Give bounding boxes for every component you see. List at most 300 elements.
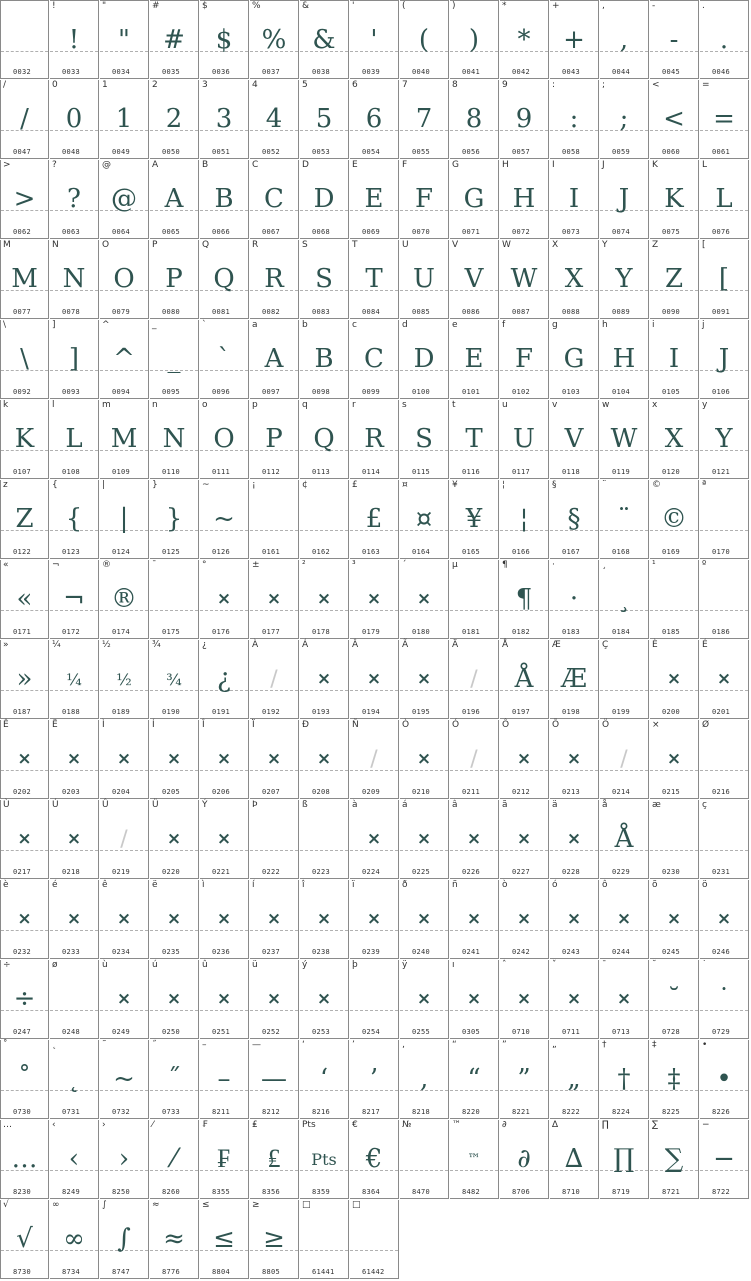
char-code: 0187 <box>13 708 32 716</box>
glyph-sample: ¶ <box>515 584 533 614</box>
glyph-sample: × <box>66 829 82 849</box>
glyph-sample: ≤ <box>213 1224 235 1254</box>
char-label: { <box>52 480 58 490</box>
char-label: ö <box>702 880 708 890</box>
glyph-sample <box>650 574 698 624</box>
glyph-sample: ’ <box>369 1064 379 1094</box>
glyph-cell <box>600 720 649 799</box>
glyph-cell <box>200 640 249 719</box>
glyph-sample: > <box>13 184 36 214</box>
char-label: ç <box>702 800 707 810</box>
glyph-sample: " <box>118 25 130 55</box>
glyph-sample: K <box>14 424 35 454</box>
char-label: Ã <box>402 640 409 650</box>
glyph-cell <box>200 880 249 959</box>
glyph-cell <box>300 320 349 399</box>
glyph-sample: } <box>165 504 183 534</box>
char-code: 0180 <box>412 628 431 636</box>
char-code: 0208 <box>312 788 331 796</box>
glyph-cell <box>600 320 649 399</box>
char-label: q <box>302 400 308 410</box>
glyph-sample <box>600 654 648 704</box>
glyph-sample: $ <box>215 25 233 55</box>
glyph-cell <box>650 720 699 799</box>
glyph-sample <box>350 1214 398 1264</box>
glyph-cell <box>600 960 649 1039</box>
glyph-sample: × <box>17 749 32 769</box>
glyph-cell <box>700 1120 749 1199</box>
glyph-sample: ~ <box>113 1064 135 1094</box>
glyph-sample: 5 <box>315 104 333 134</box>
char-label: 4 <box>252 80 258 90</box>
char-label: Á <box>302 640 309 650</box>
glyph-cell <box>0 80 49 159</box>
glyph-cell <box>500 400 549 479</box>
char-code: 0711 <box>562 1028 581 1036</box>
char-label: ´ <box>402 560 407 570</box>
glyph-sample: ∫ <box>117 1224 131 1254</box>
glyph-sample: ˛ <box>67 1064 81 1094</box>
char-label: © <box>652 480 661 490</box>
char-label: z <box>3 480 8 490</box>
char-label: É <box>702 640 708 650</box>
glyph-sample: @ <box>111 184 137 214</box>
char-label: v <box>552 400 558 410</box>
glyph-cell <box>600 800 649 879</box>
glyph-sample: U <box>413 264 435 294</box>
char-label: c <box>352 320 357 330</box>
char-code: 0204 <box>112 788 131 796</box>
glyph-sample: » <box>16 664 33 694</box>
char-code: 0107 <box>13 468 32 476</box>
glyph-cell <box>350 1200 399 1279</box>
glyph-cell <box>550 880 599 959</box>
glyph-sample: × <box>166 749 182 769</box>
char-code: 0046 <box>712 68 731 76</box>
glyph-cell <box>100 640 149 719</box>
char-label: N <box>52 240 59 250</box>
glyph-cell <box>700 480 749 559</box>
glyph-sample: ¦ <box>519 504 529 534</box>
char-code: 0729 <box>712 1028 731 1036</box>
glyph-sample: = <box>713 104 735 134</box>
char-label: s <box>402 400 407 410</box>
char-code: 0032 <box>13 68 32 76</box>
glyph-sample: × <box>266 989 282 1009</box>
glyph-cell <box>350 800 399 879</box>
glyph-cell <box>150 160 199 239</box>
char-code: 0099 <box>362 388 381 396</box>
char-label: C <box>252 160 259 170</box>
char-code: 0100 <box>412 388 431 396</box>
char-code: 0245 <box>662 948 681 956</box>
char-code: 0037 <box>262 68 281 76</box>
char-code: 0080 <box>162 308 181 316</box>
char-code: 0192 <box>262 708 281 716</box>
glyph-sample: × <box>666 749 682 769</box>
char-label: ô <box>602 880 608 890</box>
glyph-cell <box>700 320 749 399</box>
char-label: ≈ <box>152 1200 160 1210</box>
glyph-cell <box>450 640 499 719</box>
glyph-cell <box>100 1120 149 1199</box>
glyph-sample: × <box>216 829 232 849</box>
char-label: ï <box>352 880 355 890</box>
glyph-cell <box>100 960 149 1039</box>
glyph-cell <box>700 560 749 639</box>
glyph-cell <box>0 720 49 799</box>
glyph-cell <box>400 960 449 1039</box>
glyph-cell <box>500 240 549 319</box>
glyph-sample: R <box>264 264 284 294</box>
glyph-sample: × <box>216 589 232 609</box>
glyph-cell <box>350 1120 399 1199</box>
char-code: 0212 <box>512 788 531 796</box>
glyph-cell <box>650 400 699 479</box>
char-label: > <box>3 160 11 170</box>
char-label: ¼ <box>52 640 61 650</box>
glyph-cell <box>300 720 349 799</box>
glyph-sample: X <box>664 424 684 454</box>
glyph-sample: × <box>366 909 382 929</box>
char-label: Ä <box>452 640 459 650</box>
glyph-cell <box>650 560 699 639</box>
char-code: 0203 <box>62 788 81 796</box>
glyph-sample: ~ <box>213 504 235 534</box>
glyph-sample <box>700 494 748 544</box>
char-code: 0214 <box>612 788 631 796</box>
char-label: ∆ <box>552 1120 559 1130</box>
glyph-cell <box>200 560 249 639</box>
char-label: d <box>402 320 408 330</box>
glyph-sample: + <box>563 25 585 55</box>
char-code: 0236 <box>212 948 231 956</box>
char-label: ø <box>52 960 58 970</box>
char-label: e <box>452 320 458 330</box>
glyph-sample: × <box>516 909 532 929</box>
glyph-cell <box>650 800 699 879</box>
glyph-sample: Y <box>715 424 733 454</box>
char-label: ; <box>602 80 606 90</box>
glyph-sample: M <box>11 264 38 294</box>
char-code: 0110 <box>162 468 181 476</box>
char-label: ₤ <box>252 1120 258 1130</box>
glyph-cell <box>200 1120 249 1199</box>
char-label: . <box>702 1 705 11</box>
char-code: 0119 <box>612 468 631 476</box>
char-code: 0172 <box>62 628 81 636</box>
char-label: H <box>502 160 509 170</box>
glyph-sample: ! <box>68 25 80 55</box>
glyph-cell <box>50 240 99 319</box>
glyph-sample: ¬ <box>63 584 85 614</box>
char-label: | <box>102 480 106 490</box>
char-code: 8364 <box>362 1188 381 1196</box>
glyph-cell <box>350 160 399 239</box>
char-label: ! <box>52 1 56 11</box>
glyph-cell <box>100 480 149 559</box>
char-label: ¡ <box>252 480 256 490</box>
glyph-sample: 3 <box>215 104 233 134</box>
glyph-sample: L <box>65 424 83 454</box>
glyph-sample: × <box>516 829 532 849</box>
glyph-sample: ` <box>217 344 231 374</box>
char-code: 0229 <box>612 868 631 876</box>
char-label: < <box>652 80 660 90</box>
char-code: 0071 <box>462 228 481 236</box>
char-code: 0038 <box>312 68 331 76</box>
char-code: 0055 <box>412 148 431 156</box>
glyph-sample <box>700 814 748 864</box>
glyph-cell <box>500 480 549 559</box>
char-code: 0078 <box>62 308 81 316</box>
char-code: 8260 <box>162 1188 181 1196</box>
char-label: ß <box>302 800 308 810</box>
char-label: è <box>3 880 9 890</box>
glyph-sample: 1 <box>115 104 133 134</box>
char-label: ‚ <box>402 1040 405 1050</box>
char-label: „ <box>552 1040 557 1050</box>
char-label: € <box>352 1120 358 1130</box>
glyph-sample: Q <box>313 424 335 454</box>
glyph-cell <box>700 640 749 719</box>
glyph-sample: 6 <box>365 104 383 134</box>
char-label: µ <box>452 560 458 570</box>
glyph-cell <box>650 160 699 239</box>
char-label: A <box>152 160 159 170</box>
glyph-cell <box>50 320 99 399</box>
glyph-cell <box>100 160 149 239</box>
char-code: 0066 <box>212 228 231 236</box>
glyph-sample: × <box>216 909 232 929</box>
glyph-cell <box>450 1040 499 1119</box>
char-code: 0209 <box>362 788 381 796</box>
glyph-cell <box>0 480 49 559</box>
char-label: ∫ <box>102 1200 107 1210</box>
glyph-sample: / <box>270 666 278 692</box>
glyph-cell <box>250 560 299 639</box>
glyph-sample: _ <box>167 344 181 374</box>
glyph-sample: * <box>517 25 531 55</box>
char-code: 0121 <box>712 468 731 476</box>
glyph-cell <box>650 0 699 79</box>
glyph-cell <box>150 720 199 799</box>
char-label: Ï <box>252 720 255 730</box>
glyph-cell <box>400 0 449 79</box>
char-code: 0090 <box>662 308 681 316</box>
char-label: ˝ <box>152 1040 157 1050</box>
glyph-cell <box>100 320 149 399</box>
glyph-sample: × <box>716 909 732 929</box>
glyph-sample: B <box>314 344 334 374</box>
char-code: 0040 <box>412 68 431 76</box>
char-label: — <box>252 1040 261 1050</box>
char-code: 8804 <box>212 1268 231 1276</box>
glyph-cell <box>500 80 549 159</box>
char-code: 8356 <box>262 1188 281 1196</box>
char-code: 0060 <box>662 148 681 156</box>
glyph-sample: § <box>567 504 581 534</box>
glyph-cell <box>200 800 249 879</box>
glyph-sample: [ <box>718 264 730 294</box>
char-label: @ <box>102 160 111 170</box>
glyph-sample: × <box>566 829 582 849</box>
glyph-sample: E <box>464 344 484 374</box>
char-code: 0305 <box>462 1028 481 1036</box>
char-code: 0041 <box>462 68 481 76</box>
char-label: ¨ <box>602 480 607 490</box>
char-code: 0188 <box>62 708 81 716</box>
char-label: ∏ <box>602 1120 609 1130</box>
glyph-cell <box>550 720 599 799</box>
char-label: M <box>3 240 11 250</box>
char-label: T <box>352 240 358 250</box>
char-code: 0201 <box>712 708 731 716</box>
char-code: 0731 <box>62 1108 81 1116</box>
char-label: ú <box>152 960 158 970</box>
char-label: ü <box>252 960 258 970</box>
char-code: 0195 <box>412 708 431 716</box>
glyph-sample: † <box>617 1064 631 1094</box>
char-code: 8224 <box>612 1108 631 1116</box>
glyph-sample: ∞ <box>63 1224 85 1254</box>
glyph-sample: S <box>415 424 433 454</box>
char-code: 0120 <box>662 468 681 476</box>
char-label: ˙ <box>702 960 707 970</box>
glyph-cell <box>50 1120 99 1199</box>
glyph-sample: D <box>313 184 335 214</box>
char-code: 0179 <box>362 628 381 636</box>
char-code: 0105 <box>662 388 681 396</box>
char-code: 0118 <box>562 468 581 476</box>
glyph-cell <box>550 400 599 479</box>
glyph-cell <box>300 480 349 559</box>
char-label: » <box>3 640 9 650</box>
glyph-cell <box>250 480 299 559</box>
char-label: X <box>552 240 559 250</box>
glyph-sample: I <box>568 184 580 214</box>
glyph-sample: × <box>416 669 432 689</box>
glyph-sample: € <box>365 1144 383 1174</box>
char-label: ® <box>102 560 111 570</box>
char-label: t <box>452 400 456 410</box>
char-label: à <box>352 800 358 810</box>
char-code: 0056 <box>462 148 481 156</box>
glyph-sample: H <box>512 184 536 214</box>
char-code: 0184 <box>612 628 631 636</box>
glyph-sample: × <box>566 989 582 1009</box>
char-label: u <box>502 400 508 410</box>
glyph-cell <box>400 1040 449 1119</box>
char-code: 0169 <box>662 548 681 556</box>
char-code: 0167 <box>562 548 581 556</box>
char-code: 0253 <box>312 1028 331 1036</box>
glyph-sample: N <box>162 424 186 454</box>
glyph-cell <box>50 400 99 479</box>
char-label: + <box>552 1 560 11</box>
glyph-cell <box>300 880 349 959</box>
glyph-cell <box>50 880 99 959</box>
char-label: Ø <box>702 720 710 730</box>
char-label: Ì <box>102 720 105 730</box>
char-label: # <box>152 1 160 11</box>
char-code: 8221 <box>512 1108 531 1116</box>
char-code: 0088 <box>562 308 581 316</box>
glyph-sample: ÷ <box>13 984 36 1014</box>
glyph-sample <box>400 1134 448 1184</box>
glyph-cell <box>250 880 299 959</box>
glyph-cell <box>300 0 349 79</box>
glyph-sample: × <box>266 589 282 609</box>
glyph-sample: × <box>416 989 432 1009</box>
glyph-sample <box>300 494 348 544</box>
glyph-cell <box>350 400 399 479</box>
char-code: 0125 <box>162 548 181 556</box>
glyph-cell <box>400 1120 449 1199</box>
glyph-cell <box>550 1040 599 1119</box>
char-code: 0087 <box>512 308 531 316</box>
char-label: › <box>102 1120 106 1130</box>
char-label: V <box>452 240 459 250</box>
glyph-cell <box>250 240 299 319</box>
glyph-sample: ˘ <box>667 984 681 1014</box>
glyph-cell <box>150 640 199 719</box>
glyph-sample: F <box>414 184 434 214</box>
glyph-cell <box>650 480 699 559</box>
char-label: ^ <box>102 320 110 330</box>
char-code: 0210 <box>412 788 431 796</box>
glyph-sample: 9 <box>515 104 533 134</box>
char-label: Y <box>602 240 608 250</box>
glyph-sample: “ <box>467 1064 481 1094</box>
char-code: 0163 <box>362 548 381 556</box>
char-label: ¿ <box>202 640 207 650</box>
char-code: 0190 <box>162 708 181 716</box>
glyph-cell <box>0 880 49 959</box>
glyph-cell <box>500 160 549 239</box>
char-code: 0079 <box>112 308 131 316</box>
char-code: 0061 <box>712 148 731 156</box>
glyph-sample: V <box>564 424 584 454</box>
glyph-sample: ; <box>619 104 629 134</box>
char-code: 0086 <box>462 308 481 316</box>
char-code: 0054 <box>362 148 381 156</box>
glyph-sample: × <box>716 669 732 689</box>
char-code: 0219 <box>112 868 131 876</box>
glyph-cell <box>200 0 249 79</box>
char-code: 0092 <box>13 388 32 396</box>
glyph-cell <box>600 480 649 559</box>
glyph-cell <box>100 0 149 79</box>
glyph-sample: { <box>65 504 83 534</box>
char-label: ¢ <box>302 480 308 490</box>
char-code: 0166 <box>512 548 531 556</box>
glyph-cell <box>450 560 499 639</box>
char-label: - <box>652 1 656 11</box>
char-code: 0048 <box>62 148 81 156</box>
glyph-cell <box>100 720 149 799</box>
char-label: ÿ <box>402 960 408 970</box>
glyph-sample: T <box>365 264 383 294</box>
char-code: 0728 <box>662 1028 681 1036</box>
char-code: 0083 <box>312 308 331 316</box>
char-label: ~ <box>202 480 210 490</box>
char-label: ˆ <box>502 960 507 970</box>
glyph-cell <box>700 160 749 239</box>
glyph-sample: ‹ <box>68 1144 80 1174</box>
char-label: ª <box>702 480 707 490</box>
char-label: ¯ <box>152 560 157 570</box>
